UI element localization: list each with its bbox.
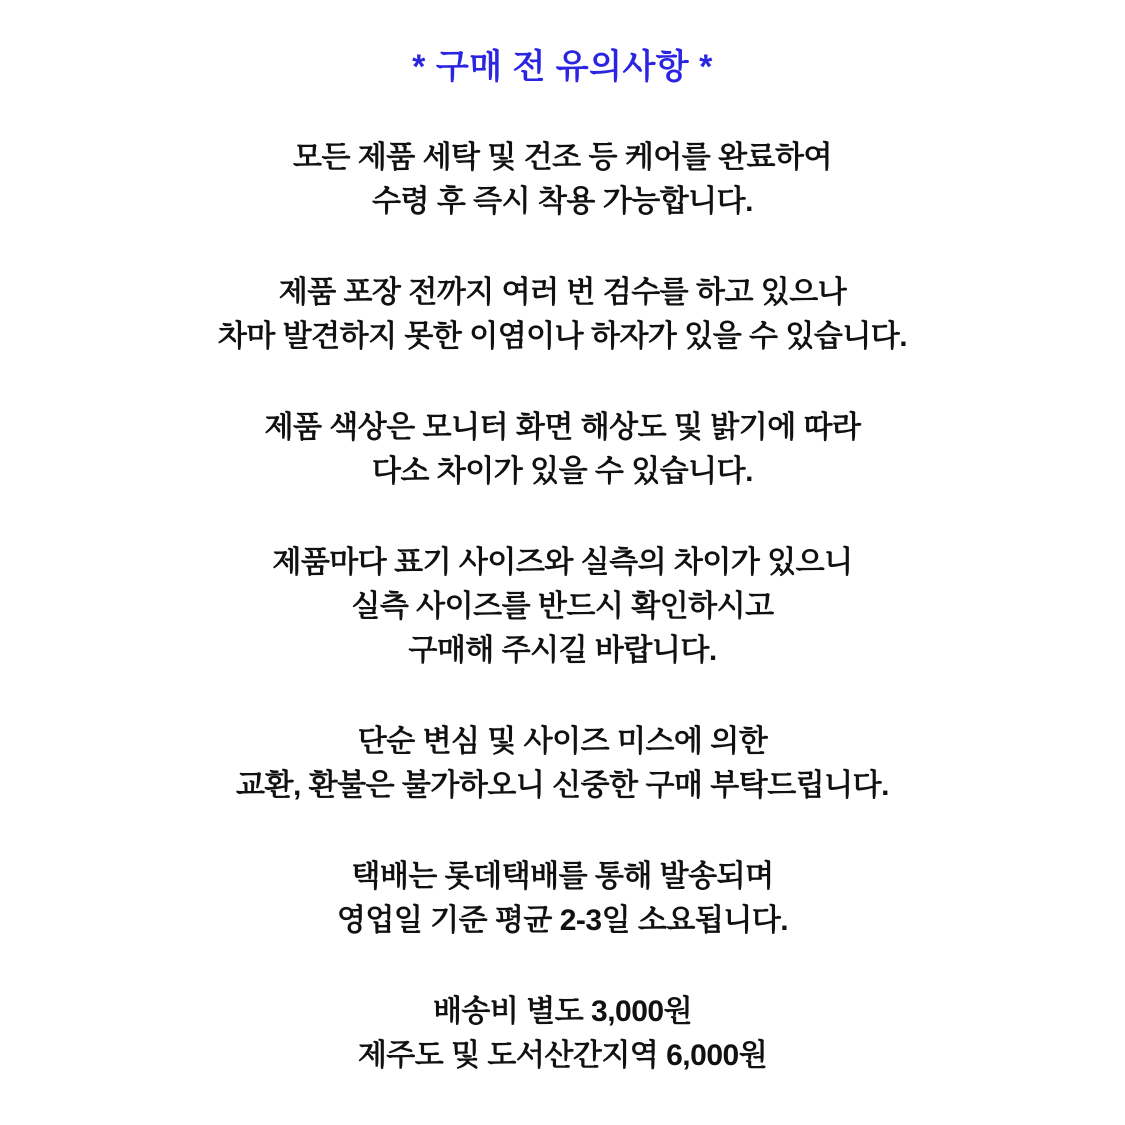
notice-line: 영업일 기준 평균 2-3일 소요됩니다. [336,904,789,937]
notice-title: * 구매 전 유의사항 * [412,48,713,86]
paragraph-shipping-fee [0,990,1125,1078]
paragraph-inspection [0,271,1125,359]
notice-line: 제주도 및 도서산간지역 6,000원 [357,1039,768,1072]
notice-line: 차마 발견하지 못한 이염이나 하자가 있을 수 있습니다. [217,320,908,353]
notice-line: 택배는 롯데택배를 통해 발송되며 [351,860,774,893]
paragraph-shipping-carrier [0,855,1125,943]
paragraph-size-check [0,541,1125,673]
notice-line: 제품마다 표기 사이즈와 실측의 차이가 있으니 [272,546,853,579]
notice-line: 다소 차이가 있을 수 있습니다. [372,455,753,488]
notice-line: 제품 포장 전까지 여러 번 검수를 하고 있으나 [278,276,847,309]
notice-line: 실측 사이즈를 반드시 확인하시고 [351,590,774,623]
paragraph-care [0,136,1125,224]
notice-line: 배송비 별도 3,000원 [432,995,693,1028]
notice-line: 단순 변심 및 사이즈 미스에 의한 [357,725,768,758]
paragraph-monitor-color [0,406,1125,494]
paragraph-refund-policy [0,720,1125,808]
notice-line: 구매해 주시길 바랍니다. [408,634,717,667]
notice-line: 교환, 환불은 불가하오니 신중한 구매 부탁드립니다. [236,769,889,802]
notice-line: 제품 색상은 모니터 화면 해상도 및 밝기에 따라 [264,411,861,444]
notice-line: 모든 제품 세탁 및 건조 등 케어를 완료하여 [292,141,832,174]
notice-line: 수령 후 즉시 착용 가능합니다. [372,185,753,218]
